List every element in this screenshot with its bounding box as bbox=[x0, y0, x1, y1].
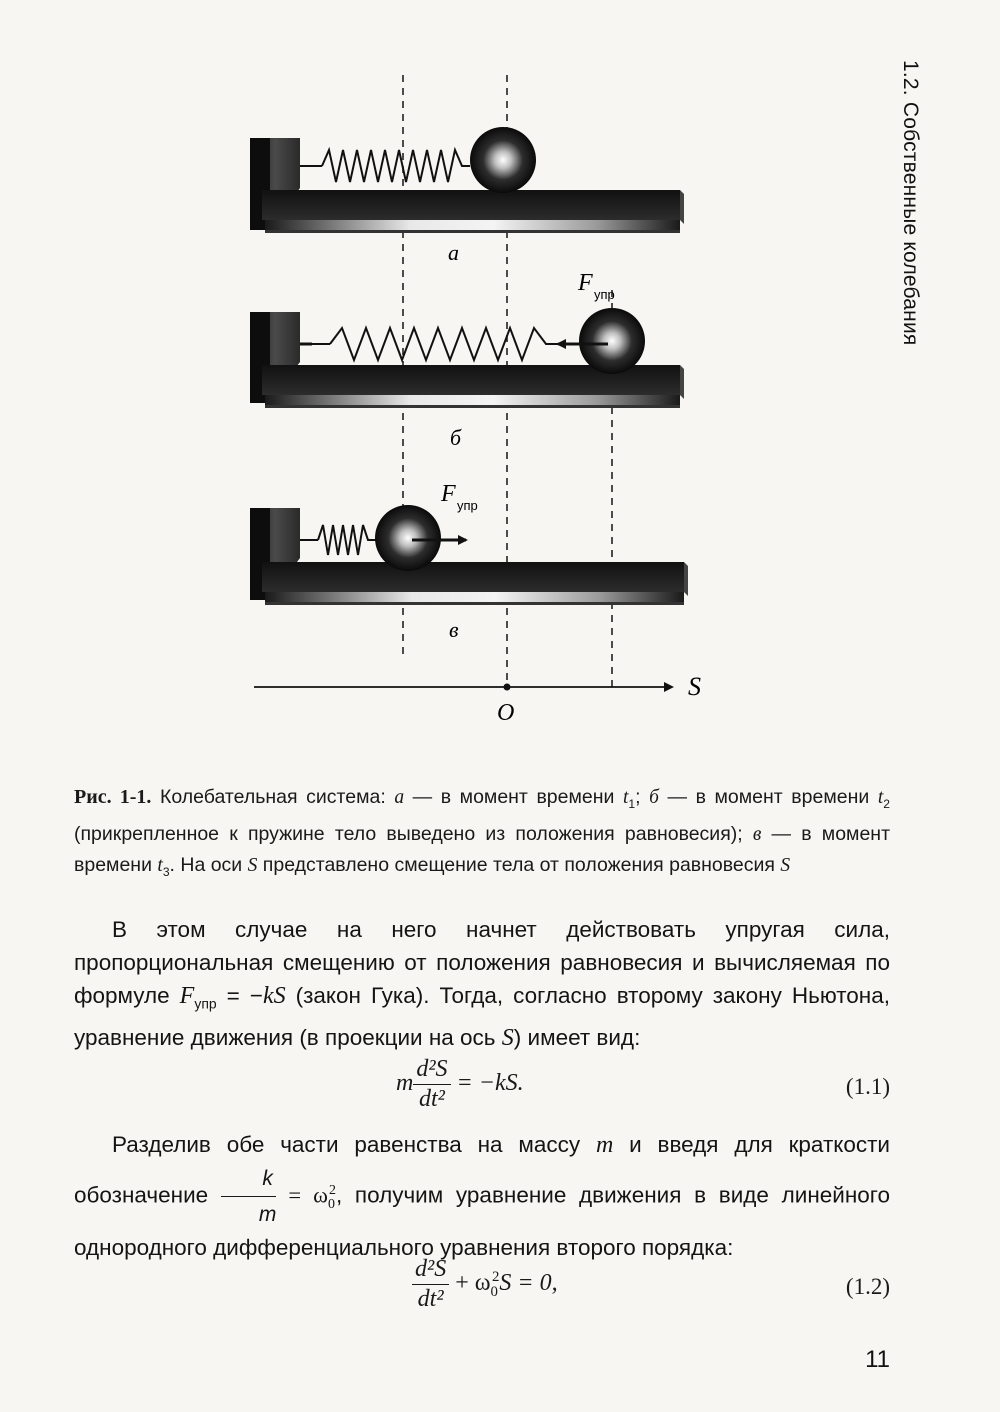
running-header: 1.2. Собственные колебания bbox=[899, 60, 922, 346]
panel-c bbox=[250, 505, 688, 605]
board bbox=[262, 562, 684, 592]
force-subscript-b: упр bbox=[594, 287, 615, 302]
panel-b bbox=[250, 308, 684, 408]
panel-a bbox=[250, 127, 684, 233]
spring bbox=[318, 525, 376, 555]
paragraph-omega: Разделив обе части равенства на массу m и введя для краткости обозначение $\frac{k}{m}$ = $\omega_0^2$, получим уравнение движения в виде линейного однородного дифференциального уравнения второго порядка: bbox=[74, 1132, 890, 1260]
equation-1-2: $\frac{\text{d²S}}{\text{dt²}}$ + $\omega_0^2S = 0$, (1.2) bbox=[74, 1254, 890, 1324]
panel-label-a: а bbox=[448, 240, 459, 265]
origin-point bbox=[504, 684, 511, 691]
equation-1-1: m $\frac{\text{d²S}}{\text{dt²}}$ = −kS. (1.1) bbox=[396, 1056, 890, 1112]
panel-label-b: б bbox=[450, 425, 462, 450]
force-label-c: F bbox=[441, 481, 456, 507]
spring bbox=[322, 150, 470, 182]
force-label-b: F bbox=[578, 270, 593, 296]
ball bbox=[470, 127, 536, 193]
panel-label-c: в bbox=[449, 617, 459, 642]
paragraph-hooke-law: В этом случае на него начнет действовать упругая сила, пропорциональная смещению от положения равновесия и вычисляемая по формуле $F_{упр} = -kS$ (закон Гука). Тогда, согласно второму закону Ньютона, уравнение движения (в проекции на ось S) имеет вид: bbox=[74, 917, 890, 1051]
force-subscript-c: упр bbox=[457, 498, 478, 513]
equation-number: (1.1) bbox=[845, 1074, 890, 1099]
axis-label-s: S bbox=[688, 672, 701, 701]
page-number: 11 bbox=[865, 1346, 890, 1373]
origin-label: O bbox=[497, 700, 515, 726]
ball bbox=[375, 505, 441, 571]
board bbox=[262, 190, 680, 220]
figure-caption: Рис. 1-1. Колебательная система: а — в момент времени $t_1$; б — в момент времени $t_2$ (прикрепленное к пружине тело выведено из положения равновесия); в — в момент времени $t_3$. На оси S представлено смещение тела от положения равновесия S bbox=[74, 786, 890, 879]
spring bbox=[330, 328, 580, 360]
equation-number: (1.2) bbox=[845, 1274, 890, 1299]
ball bbox=[579, 308, 645, 374]
